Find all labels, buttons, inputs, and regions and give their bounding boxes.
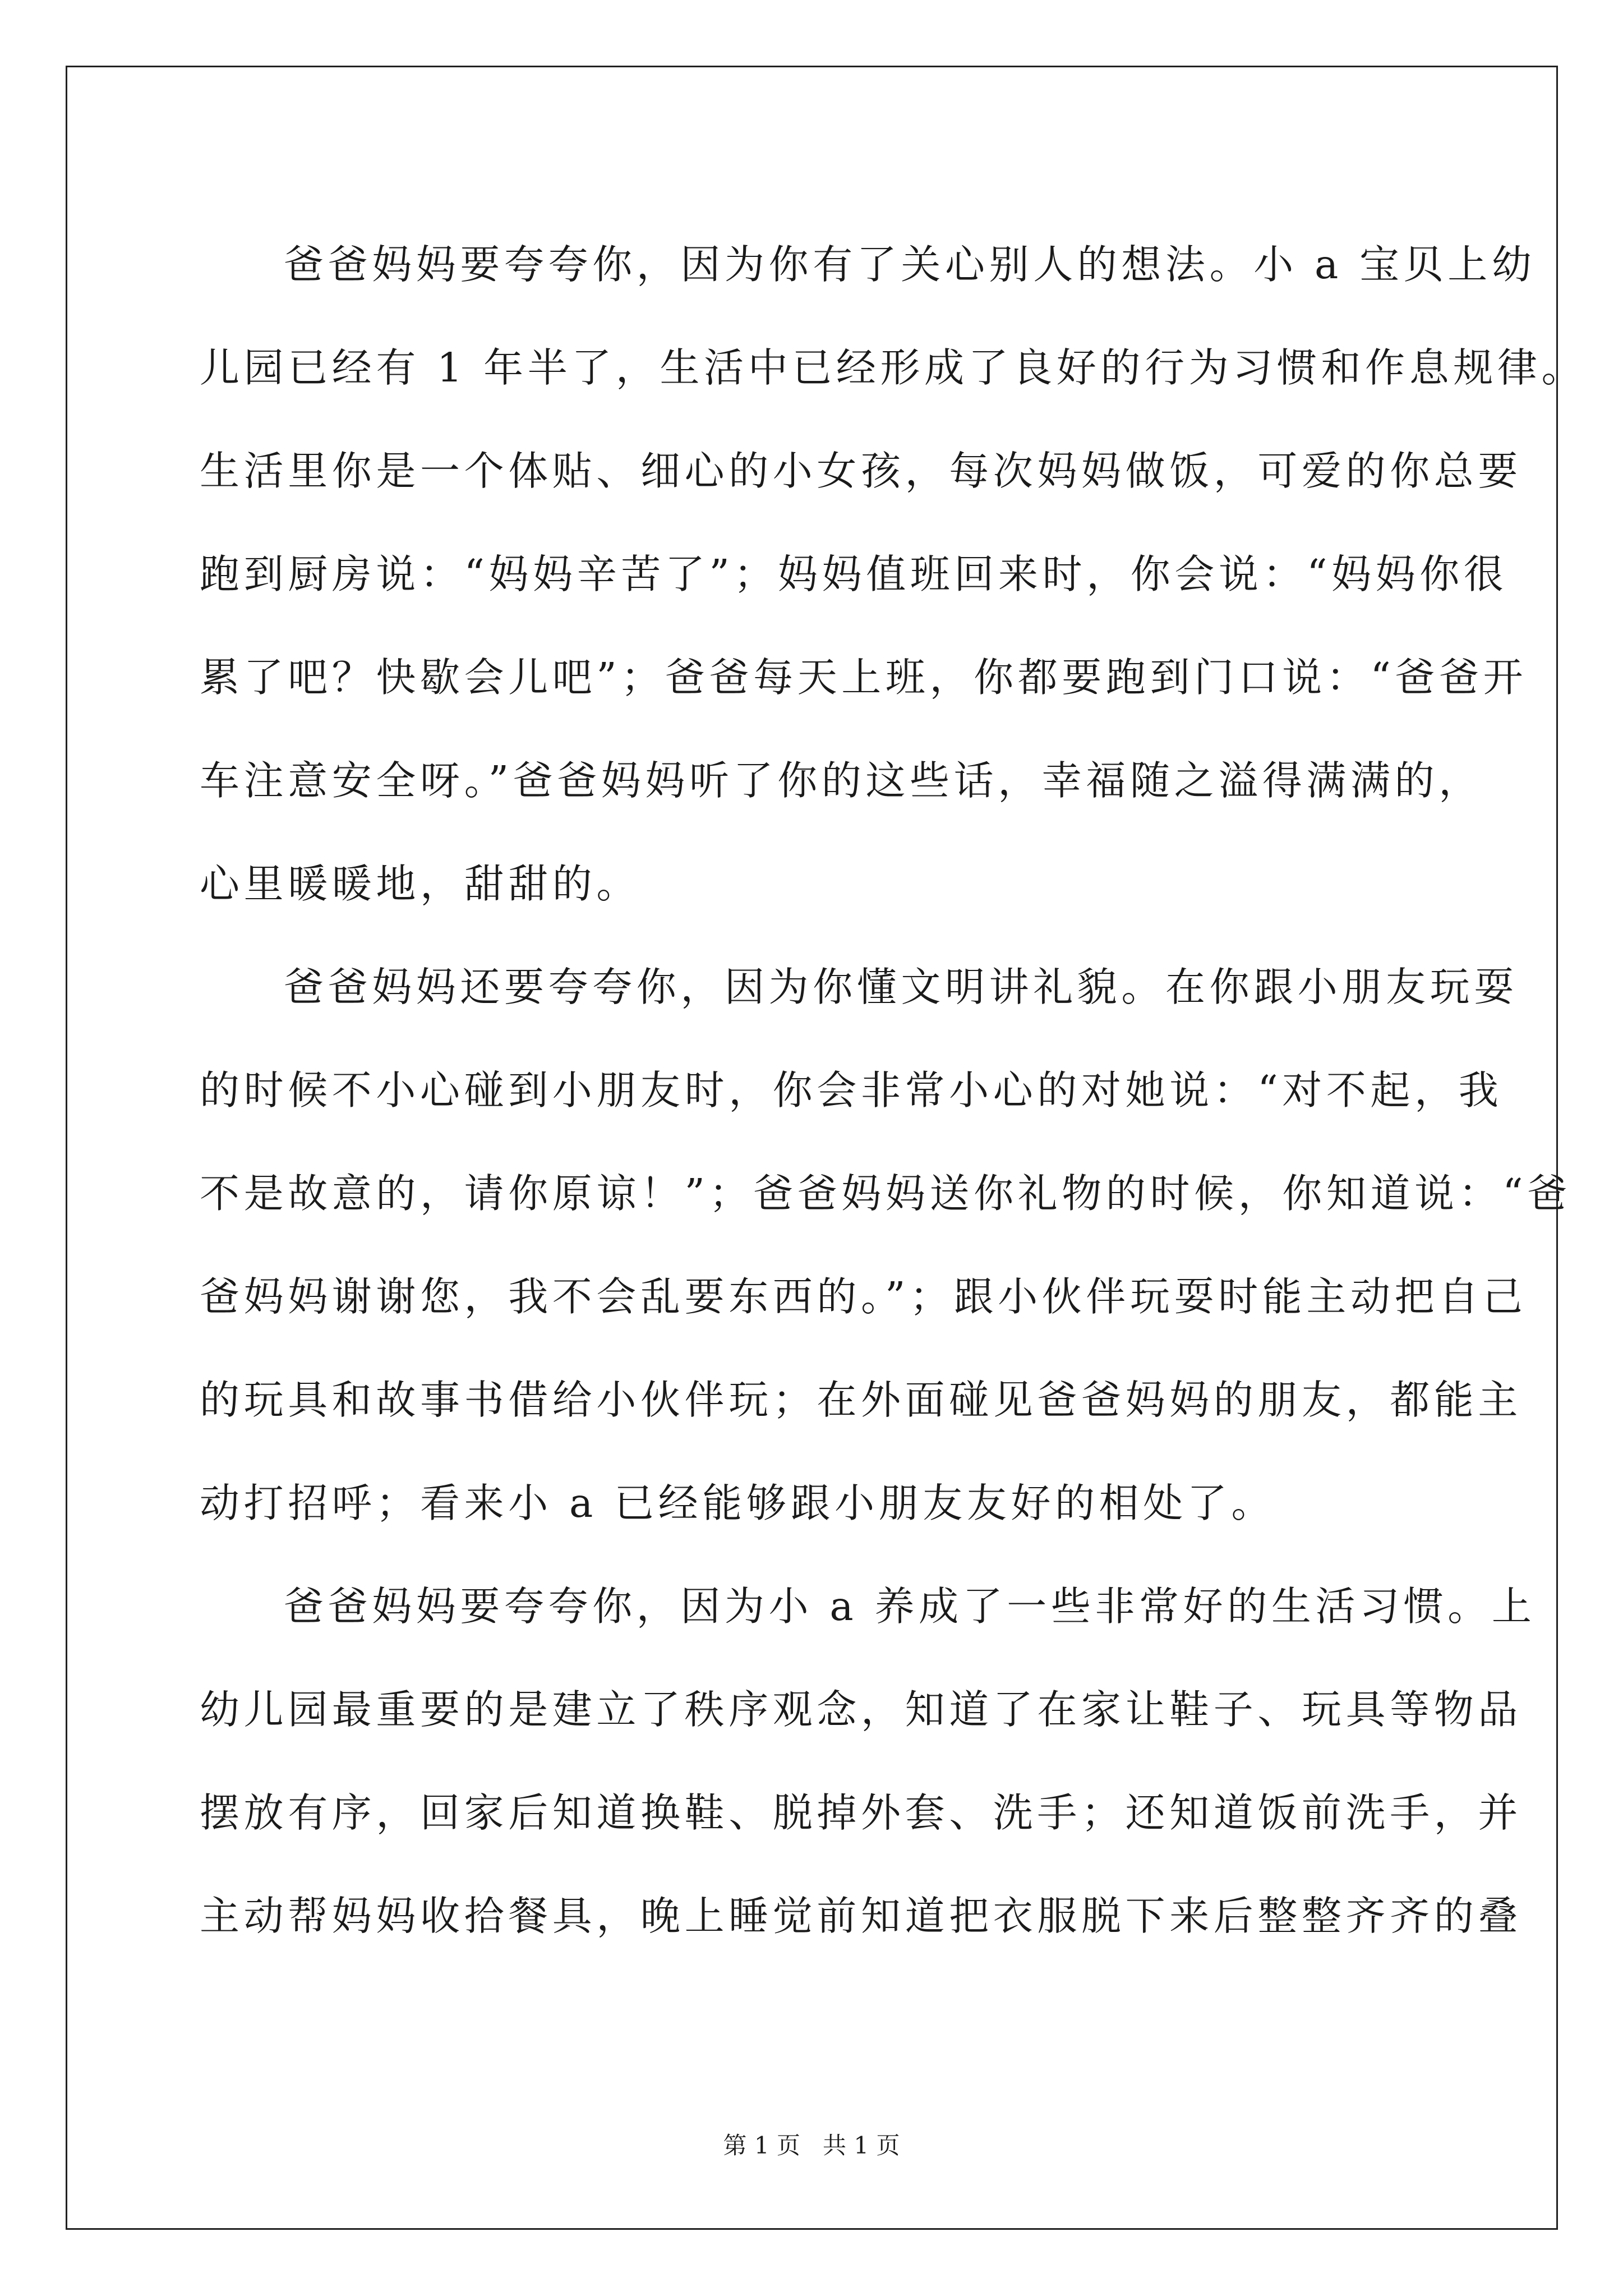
paragraph-3-line-1: 爸爸妈妈要夸夸你，因为小 a 养成了一些非常好的生活习惯。上 <box>284 1583 1536 1630</box>
paragraph-1-line-3: 生活里你是一个体贴、细心的小女孩，每次妈妈做饭，可爱的你总要 <box>200 448 1523 494</box>
paragraph-3-line-3: 摆放有序，回家后知道换鞋、脱掉外套、洗手；还知道饭前洗手，并 <box>200 1789 1523 1836</box>
paragraph-1-line-4: 跑到厨房说：“妈妈辛苦了”；妈妈值班回来时，你会说：“妈妈你很 <box>200 551 1508 597</box>
paragraph-2-line-1: 爸爸妈妈还要夸夸你，因为你懂文明讲礼貌。在你跟小朋友玩耍 <box>284 964 1518 1010</box>
paragraph-1-line-1: 爸爸妈妈要夸夸你，因为你有了关心别人的想法。小 a 宝贝上幼 <box>284 241 1536 288</box>
paragraph-1-line-2: 儿园已经有 1 年半了，生活中已经形成了良好的行为习惯和作息规律。 <box>200 344 1586 391</box>
paragraph-2-line-4: 爸妈妈谢谢您，我不会乱要东西的。”；跟小伙伴玩耍时能主动把自己 <box>200 1273 1527 1320</box>
paragraph-2-line-6: 动打招呼；看来小 a 已经能够跟小朋友友好的相处了。 <box>200 1480 1276 1526</box>
paragraph-3-line-2: 幼儿园最重要的是建立了秩序观念，知道了在家让鞋子、玩具等物品 <box>200 1686 1523 1733</box>
paragraph-2-line-5: 的玩具和故事书借给小伙伴玩；在外面碰见爸爸妈妈的朋友，都能主 <box>200 1377 1523 1423</box>
page-footer: 第 1 页 共 1 页 <box>723 2132 900 2159</box>
paragraph-1-line-5: 累了吧？快歇会儿吧”；爸爸每天上班，你都要跑到门口说：“爸爸开 <box>200 654 1528 701</box>
paragraph-1-line-6: 车注意安全呀。”爸爸妈妈听了你的这些话，幸福随之溢得满满的， <box>200 757 1483 804</box>
paragraph-1-line-7: 心里暖暖地，甜甜的。 <box>200 861 641 907</box>
paragraph-2-line-3: 不是故意的，请你原谅！”；爸爸妈妈送你礼物的时候，你知道说：“爸 <box>200 1170 1571 1217</box>
paragraph-3-line-4: 主动帮妈妈收拾餐具，晚上睡觉前知道把衣服脱下来后整整齐齐的叠 <box>200 1893 1523 1939</box>
document-body <box>200 213 1586 1968</box>
paragraph-2-line-2: 的时候不小心碰到小朋友时，你会非常小心的对她说：“对不起，我 <box>200 1067 1503 1114</box>
